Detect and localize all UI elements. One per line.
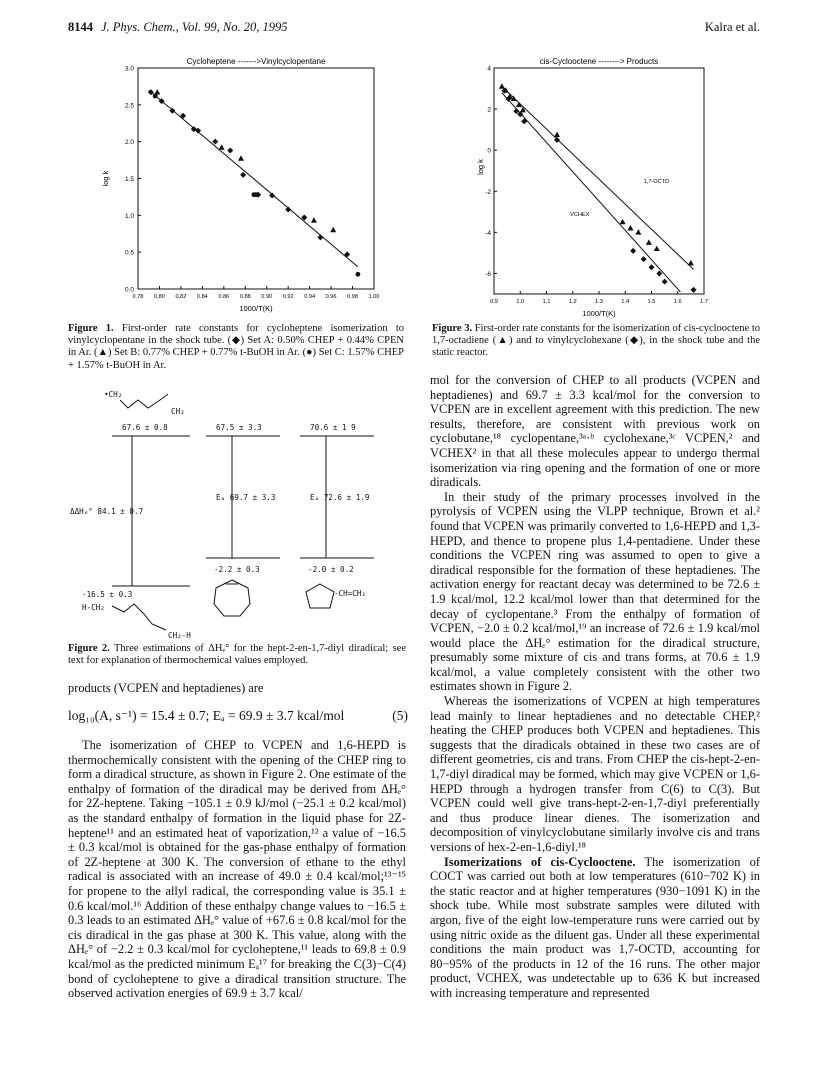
fig3-y-tick-label: 0 xyxy=(487,147,491,155)
fig1-y-tick-label: 2.5 xyxy=(124,102,134,110)
fig1-y-tick-label: 3.0 xyxy=(124,65,134,73)
fig3-x-axis-title: 1000/T(K) xyxy=(582,309,616,318)
fig3-x-tick-label: 1.7 xyxy=(699,299,709,305)
fig3-x-tick-label: 1.4 xyxy=(621,299,630,305)
figure-1-caption-text: First-order rate constants for cycloheptene isomerization to vinylcyclopentane in the shock tube. (◆) Set A: 0.50% CHEP + 0.44% CPEN in Ar. (▲) Set B: 0.77% CHEP + 0.77% t-BuOH in Ar. (●) Set C: 1.57% CHEP + 1.57% t-BuOH in Ar. xyxy=(68,323,405,371)
left-column-body xyxy=(68,738,406,1001)
left-paragraph: The isomerization of CHEP to VCPEN and 1,6-HEPD is thermochemically consistent with the opening of the CHEP ring to form a diradical structure, as shown in Figure 2. One estimate of the enthalpy of formation of the diradical may be derived from ΔHₑ° for 2Z-heptene. Taking −105.1 ± 0.9 kJ/mol (−25.1 ± 0.2 kcal/mol) as the standard enthalpy of formation in the liquid phase for 2Z-heptene¹¹ and an estimated heat of vaporization,¹² a value of −16.5 ± 0.3 kcal/mol is obtained for the gas-phase enthalpy of formation of 2Z-heptene at 300 K. The conversion of ethane to the ethyl radical is associated with an increase of 49.0 ± 0.4 kcal/mol;¹³⁻¹⁵ for propene to the allyl radical, the corresponding value is 35.1 ± 0.6 kcal/mol.¹⁶ Addition of these enthalpy change values to −16.5 ± 0.3 leads to an estimated ΔHₑ° value of +67.6 ± 0.8 kcal/mol for the cis diradical in the gas phase at 300 K. This value, along with the ΔHₑ° of −2.2 ± 0.3 kcal/mol for cycloheptene,¹¹ leads to 69.8 ± 0.9 kcal/mol as the predicted minimum Eₐ¹⁷ for breaking the C(3)−C(4) bond of cycloheptene to give a diradical transition structure. The observed activation energies of 69.9 ± 3.7 kcal/ xyxy=(68,738,406,1001)
figure-2-caption-label: Figure 2. xyxy=(68,643,110,654)
fig2-h-ch2: H-CH₂ xyxy=(82,603,105,612)
fig1-x-tick-label: 1.00 xyxy=(368,294,380,300)
equation-number: (5) xyxy=(392,708,408,723)
running-header-left xyxy=(68,20,287,35)
fig3-point-diamond xyxy=(641,256,647,262)
fig2-bottom-3: -2.0 ± 0.2 xyxy=(308,565,354,574)
figure-3-caption xyxy=(432,323,760,360)
fig2-radical-ch2-right: CH₂ xyxy=(171,407,185,416)
fig1-point-triangle xyxy=(238,155,244,160)
fig1-y-axis-title: log k xyxy=(101,170,110,187)
equation-text: log₁₀(A, s⁻¹) = 15.4 ± 0.7; Eₐ = 69.9 ± 3.7 kcal/mol xyxy=(68,708,345,723)
fig1-point-circle xyxy=(153,94,158,99)
figure-2-caption-text: Three estimations of ΔHₑ° for the hept-2-en-1,7-diyl diradical; see text for explanation of thermochemical values employed. xyxy=(68,643,407,667)
figure-2-diagram xyxy=(68,388,408,640)
fig1-y-tick-label: 0.5 xyxy=(124,249,134,257)
equation-5 xyxy=(68,708,408,724)
figure-1-caption xyxy=(68,323,404,372)
figure-3 xyxy=(478,52,728,322)
fig1-x-tick-label: 0.94 xyxy=(304,294,316,300)
right-paragraph-4-text: The isomerization of COCT was carried out both at low temperatures (610−702 K) in the static reactor and at higher temperatures (930−1091 K) in the shock tube. While most substrate samples were diluted with argon, five of the eight low-temperature runs were carried out by using nitric oxide as the diluent gas. Under all these experimental conditions the main product was 1,7-OCTD, accounting for 80−95% of the products in 12 of the 16 runs. The other major product, VCHEX, was undetectable up to 636 K but increased with increasing temperature and represented xyxy=(430,854,760,1000)
fig1-point-triangle xyxy=(311,217,317,222)
figure-3-caption-text: First-order rate constants for the isomerization of cis-cyclooctene to 1,7-octadiene (▲) and to vinylcyclohexane (◆), in the shock tube and the static reactor. xyxy=(432,323,760,359)
fig2-ea-3: Eₐ 72.6 ± 1.9 xyxy=(310,493,370,502)
figure-1 xyxy=(88,52,388,322)
fig3-x-tick-label: 1.1 xyxy=(542,299,551,305)
fig1-point-diamond xyxy=(240,172,246,178)
fig2-value-1: 67.6 ± 0.8 xyxy=(122,423,168,432)
fig1-x-tick-label: 0.90 xyxy=(261,294,273,300)
fig3-x-tick-label: 1.3 xyxy=(594,299,604,305)
left-column-lead xyxy=(68,681,406,696)
fig1-x-tick-label: 0.88 xyxy=(239,294,251,300)
fig3-x-tick-label: 1.2 xyxy=(568,299,577,305)
fig2-vinyl-group: -CH=CH₂ xyxy=(334,589,367,598)
right-paragraph-4 xyxy=(430,855,760,1001)
fig1-x-axis-title: 1000/T(K) xyxy=(239,304,273,313)
fig1-title: Cycloheptene ------->Vinylcyclopentane xyxy=(186,57,326,66)
fig3-point-triangle xyxy=(620,219,626,224)
fig1-point-diamond xyxy=(285,206,291,212)
fig3-y-axis-title: log k xyxy=(476,159,485,175)
fig1-point-circle xyxy=(254,192,259,197)
right-paragraph-3: Whereas the isomerizations of VCPEN at high temperatures lead mainly to linear heptadienes and no detectable CHEP,² heating the CHEP produces both VCPEN and heptadienes. This suggests that the diradicals obtained in these two cases are of different geometries, cis and trans. From CHEP the cis-hept-2-en-1,7-diyl diradical may be formed, which may give VCPEN or 1,6-HEPD through a hydrogen transfer from C(6) to C(3). But VCPEN could well give trans-hept-2-en-1,7-diyl preferentially and thus produce linear dienes. The isomerization and decomposition of vinylcyclobutane similarly involve cis and trans versions of hex-2-en-1,6-diyl.¹⁸ xyxy=(430,694,760,854)
fig3-y-tick-label: -2 xyxy=(485,188,491,196)
fig3-point-triangle xyxy=(654,246,660,251)
fig2-bottom-2: -2.2 ± 0.3 xyxy=(214,565,260,574)
fig3-point-triangle xyxy=(499,83,505,88)
fig3-y-tick-label: 2 xyxy=(487,106,491,114)
fig1-plot-frame xyxy=(138,68,374,289)
fig3-point-diamond xyxy=(662,279,668,285)
fig1-point-diamond xyxy=(212,139,218,145)
fig2-ch2-h: CH₂-H xyxy=(168,631,191,640)
fig3-y-tick-label: -6 xyxy=(485,270,491,278)
fig2-bottom-1: -16.5 ± 0.3 xyxy=(82,590,133,599)
figure-2 xyxy=(68,388,408,650)
fig1-y-tick-label: 1.5 xyxy=(124,176,134,183)
fig3-point-diamond xyxy=(649,264,655,270)
figure-3-chart xyxy=(478,52,728,322)
fig3-x-tick-label: 1.5 xyxy=(647,299,656,305)
fig3-point-triangle xyxy=(635,229,641,234)
fig2-value-3: 70.6 ± 1 9 xyxy=(310,423,356,432)
page-number: 8144 xyxy=(68,20,93,34)
fig3-point-triangle xyxy=(554,132,560,137)
fig1-x-tick-label: 0.98 xyxy=(347,294,358,300)
right-paragraph-2: In their study of the primary processes involved in the pyrolysis of VCPEN using the VLPP technique, Brown et al.² found that VCPEN was primarily converted to 1,6-HEPD and 1,3-HEPD, and thence to propene plus 1,4-pentadiene. Under these conditions the VCPEN ring was assumed to open to give a diradical responsible for the formation of these heptadienes. The activation energy for reactant decay was determined to be 72.6 ± 1.9 kcal/mol, 12.2 kcal/mol lower than that determined for the decay of cyclopentane.³ From the enthalpy of formation of VCPEN, −2.0 ± 0.2 kcal/mol,¹⁹ an increase of 72.6 ± 1.9 kcal/mol would place the ΔHₑ° estimation for the diradical structure, presumably some mixture of cis and trans forms, at 70.6 ± 1.9 kcal/mol, a value completely consistent with the other two estimates shown in Figure 2. xyxy=(430,489,760,694)
journal-citation: J. Phys. Chem., Vol. 99, No. 20, 1995 xyxy=(101,20,288,34)
fig1-y-tick-label: 2.0 xyxy=(124,139,134,147)
figure-1-caption-label: Figure 1. xyxy=(68,323,114,334)
fig1-x-tick-label: 0.92 xyxy=(282,294,294,300)
fig3-point-diamond xyxy=(691,287,697,293)
figure-2-caption xyxy=(68,643,406,667)
fig1-point-diamond xyxy=(317,234,323,240)
fig3-x-tick-label: 1.6 xyxy=(673,299,682,305)
fig3-fit-line xyxy=(502,86,694,269)
fig1-x-tick-label: 0.84 xyxy=(196,294,208,300)
fig1-y-tick-label: 0.0 xyxy=(124,286,134,294)
fig1-x-tick-label: 0.96 xyxy=(325,294,337,300)
fig3-point-triangle xyxy=(520,107,526,112)
figure-3-caption-label: Figure 3. xyxy=(432,323,473,334)
fig3-label-octd: 1,7-OCTD xyxy=(643,179,670,186)
fig3-x-tick-label: 1.0 xyxy=(516,299,525,305)
fig3-y-tick-label: 4 xyxy=(487,65,491,73)
fig2-ea-2: Eₐ 69.7 ± 3.3 xyxy=(216,493,276,502)
fig1-x-tick-label: 0.86 xyxy=(218,294,230,300)
fig3-point-triangle xyxy=(646,239,652,244)
fig1-point-triangle xyxy=(330,227,336,232)
fig3-point-diamond xyxy=(554,137,560,143)
fig3-title: cis-Cyclooctene --------> Products xyxy=(539,57,659,66)
right-column xyxy=(430,373,760,1001)
fig1-y-tick-label: 1.0 xyxy=(124,212,134,220)
fig1-fit-line xyxy=(149,90,358,267)
lead-sentence: products (VCPEN and heptadienes) are xyxy=(68,681,264,695)
fig1-point-diamond xyxy=(227,148,233,154)
fig1-x-tick-label: 0.80 xyxy=(154,294,165,300)
fig3-y-tick-label: -4 xyxy=(485,229,491,237)
section-heading-cyclooctene: Isomerizations of cis-Cyclooctene. xyxy=(444,854,636,869)
right-paragraph-1: mol for the conversion of CHEP to all products (VCPEN and heptadienes) and 69.7 ± 3.3 kcal/mol for the conversion to VCPEN are in excellent agreement with this prediction. The new results, therefore, are consistent with previous work on cyclobutane,¹⁸ cyclopentane,³ᵃ·ᵇ cyclohexane,³ᶜ VCPEN,² and VCHEX² in that all these molecules appear to undergo thermal isomerization via ring opening and the formation of one or more diradicals. xyxy=(430,373,760,490)
fig3-label-vchex: VCHEX xyxy=(570,211,590,218)
fig1-point-circle xyxy=(356,272,361,277)
figure-1-chart xyxy=(88,52,388,322)
fig3-fit-line xyxy=(502,93,681,292)
running-header-authors: Kalra et al. xyxy=(704,20,760,34)
fig3-point-triangle xyxy=(688,260,694,265)
fig1-x-tick-label: 0.78 xyxy=(132,294,144,300)
fig3-point-diamond xyxy=(630,248,636,254)
fig3-point-triangle xyxy=(628,225,634,230)
fig1-point-triangle xyxy=(219,144,225,149)
fig1-point-diamond xyxy=(269,192,275,198)
fig1-x-tick-label: 0.82 xyxy=(175,294,187,300)
fig2-value-2: 67.5 ± 3.3 xyxy=(216,423,262,432)
fig2-radical-ch2-top: •CH₂ xyxy=(104,390,123,399)
fig3-plot-frame xyxy=(494,68,704,294)
fig3-x-tick-label: 0.9 xyxy=(489,299,499,305)
fig2-delta-delta-h: ΔΔHₑ° 84.1 ± 0.7 xyxy=(70,507,144,516)
